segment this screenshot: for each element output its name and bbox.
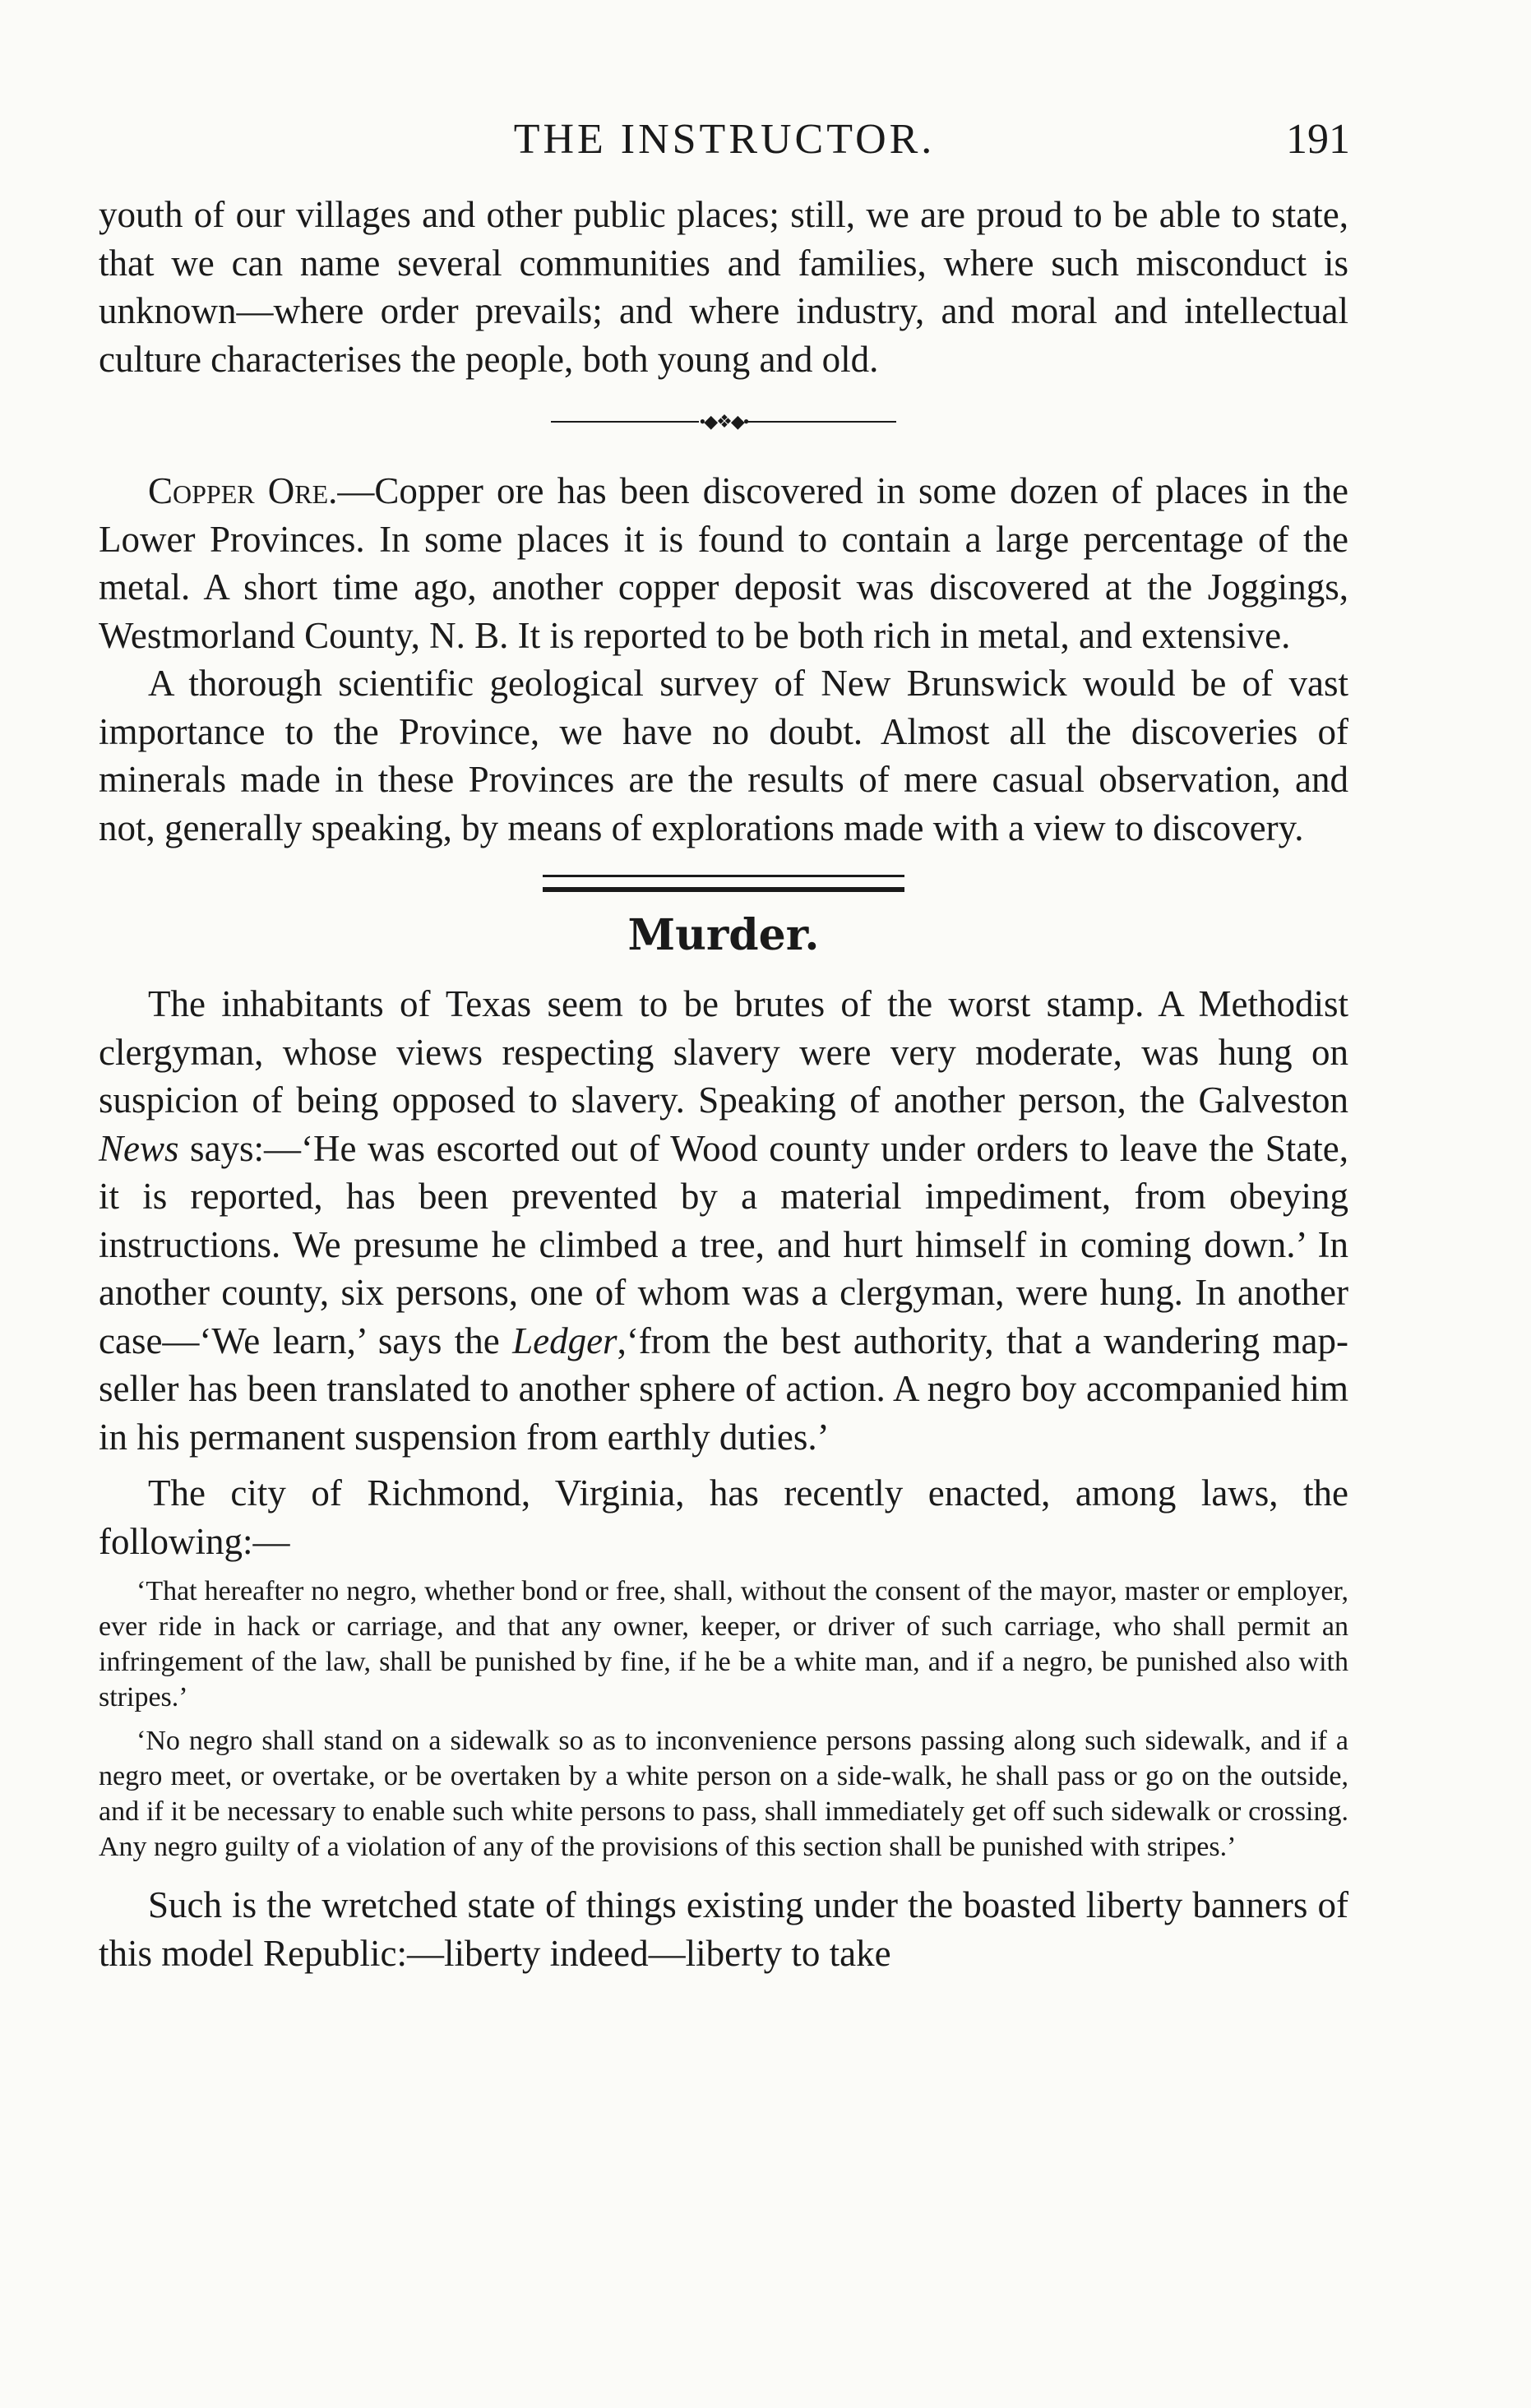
running-head: THE INSTRUCTOR.: [513, 116, 936, 163]
spacer: [99, 1461, 1348, 1469]
murder-heading: Murder.: [627, 910, 820, 960]
page-number: 191: [1286, 116, 1350, 163]
divider-line-left: [551, 421, 699, 423]
double-rule-divider: [543, 875, 904, 892]
ornament-icon: •◆❖◆•: [699, 411, 748, 432]
intro-paragraph: youth of our villages and other public places; still, we are proud to be able to state, that we can name several communities and families, where such misconduct is unknown—where order prevails; and where industry, and moral and intellectual culture characterises the people, both young and old.: [99, 194, 1348, 380]
law-quote-carriage: ‘That hereafter no negro, whether bond or free, shall, without the consent of the mayor, master or employer, ever ride in hack or carriage, and that any owner, keeper, or driver of such carriage, who shall permit an infringement of the law, shall be punished by fine, if he be a white man, and if a negro, be punished also with stripes.’: [99, 1576, 1348, 1712]
copper-ore-paragraph: [99, 467, 1348, 659]
texas-paragraph: [99, 980, 1348, 1461]
richmond-paragraph: The city of Richmond, Virginia, has recently enacted, among laws, the following:—: [99, 1472, 1348, 1562]
text-column: [99, 191, 1348, 1977]
law-quote-sidewalk: ‘No negro shall stand on a sidewalk so as to inconvenience persons passing along such sidewalk, and if a negro meet, or overtake, or be overtaken by a white person on a side-walk, he shall pass or go on the outside, and if it be necessary to enable such white persons to pass, shall immediately get off such sidewalk or crossing. Any negro guilty of a violation of any of the provisions of this section shall be punished with stripes.’: [99, 1726, 1348, 1862]
texas-text-b: says:—‘He was escorted out of Wood county under orders to leave the State, it is reported, has been prevented by a material impediment, from obeying instructions. We presume he climbed a tree, and hurt himself in coming down.’ In another county, six persons, one of whom was a clergyman, were hung. In another case—‘We learn,’ says the: [99, 1127, 1348, 1361]
spacer: [99, 1715, 1348, 1723]
geological-survey-paragraph: A thorough scientific geological survey of New Brunswick would be of vast importance to the Province, we have no doubt. Almost all the discoveries of minerals made in these Provinces are the results of mere casual observation, and not, generally speaking, by means of explorations made with a view to discovery.: [99, 663, 1348, 848]
spacer: [99, 1865, 1348, 1881]
texas-text-a: The inhabitants of Texas seem to be brutes of the worst stamp. A Methodist clergyman, whose views respecting slavery were very moderate, was hung on suspicion of being opposed to slavery. Speaking of another person, the Galveston: [99, 983, 1348, 1121]
ornamental-divider: [551, 411, 896, 432]
texas-text-c: ,‘from the best authority, that a wandering map-seller has been translated to another sphere of action. A negro boy accompanied him in his permanent suspension from earthly duties.’: [99, 1320, 1348, 1458]
page-header: [99, 115, 1350, 173]
copper-ore-text: —Copper ore has been discovered in some dozen of places in the Lower Provinces. In some places it is found to contain a large percentage of the metal. A short time ago, another copper deposit was discovered at the Joggings, Westmorland County, N. B. It is reported to be both rich in metal, and extensive.: [99, 470, 1348, 656]
spacer: [99, 1565, 1348, 1574]
copper-ore-heading: Copper Ore.: [148, 470, 338, 511]
ledger-title: Ledger: [512, 1320, 617, 1361]
divider-line-right: [748, 421, 896, 423]
closing-paragraph: Such is the wretched state of things existing under the boasted liberty banners of this model Republic:—liberty indeed—liberty to take: [99, 1884, 1348, 1974]
galveston-news-title: News: [99, 1127, 179, 1169]
